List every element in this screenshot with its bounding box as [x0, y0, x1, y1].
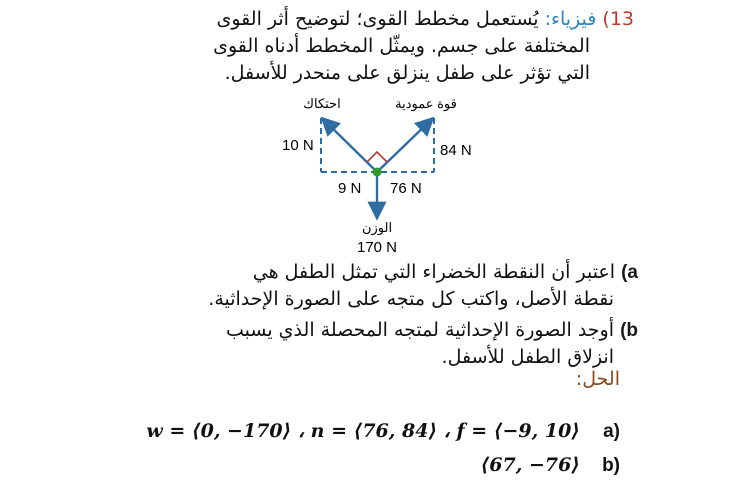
label-normal-force: قوة عمودية — [395, 96, 457, 111]
problem-text-1: يُستعمل مخطط القوى؛ لتوضيح أثر القوى — [216, 8, 539, 30]
part-b-text-1: أوجد الصورة الإحداثية لمتجه المحصلة الذي يسبب — [226, 319, 615, 341]
force-diagram — [262, 92, 502, 262]
part-a-line-1 — [98, 259, 638, 286]
problem-subject: فيزياء: — [544, 8, 597, 30]
problem-statement — [114, 6, 634, 87]
label-friction: احتكاك — [303, 96, 341, 111]
problem-line-3: التي تؤثر على طفل ينزلق على منحدر للأسفل. — [224, 62, 590, 84]
label-weight: الوزن — [361, 220, 393, 235]
solution-b-text: ⟨67, −76⟩ — [480, 454, 580, 476]
solution-a — [146, 420, 580, 442]
solution-heading: الحل: — [575, 368, 620, 390]
solution-b-label: b) — [602, 455, 620, 476]
part-a-text-1: اعتبر أن النقطة الخضراء التي تمثل الطفل هي — [252, 261, 616, 283]
problem-line-2: المختلفة على جسم. ويمثّل المخطط أدناه القوى — [213, 35, 590, 57]
value-9N: 9 N — [338, 180, 362, 197]
value-84N: 84 N — [440, 142, 472, 159]
value-10N: 10 N — [282, 137, 314, 154]
normal-force-arrow — [377, 120, 431, 172]
solution-a-label: a) — [603, 421, 620, 442]
value-76N: 76 N — [390, 180, 422, 197]
part-b-label: b) — [620, 320, 638, 341]
problem-number: 13) — [602, 8, 634, 30]
part-a-label: a) — [621, 262, 638, 283]
solution-a-label-wrap — [603, 420, 620, 443]
problem-line-1 — [114, 6, 634, 33]
friction-arrow — [324, 120, 377, 172]
part-b — [98, 317, 638, 371]
origin-point — [373, 168, 382, 177]
right-angle-marker — [367, 152, 387, 162]
value-170N: 170 N — [356, 239, 398, 256]
part-a-line-2: نقطة الأصل، واكتب كل متجه على الصورة الإحداثية. — [208, 288, 614, 310]
part-a — [98, 259, 638, 313]
solution-b — [481, 454, 580, 476]
part-b-line-2: انزلاق الطفل للأسفل. — [441, 346, 614, 368]
solution-b-label-wrap — [602, 454, 620, 477]
part-b-line-1 — [98, 317, 638, 344]
solution-a-text: w = ⟨0, −170⟩ ، n = ⟨76, 84⟩ ، f = ⟨−9, 10⟩ — [146, 420, 580, 442]
